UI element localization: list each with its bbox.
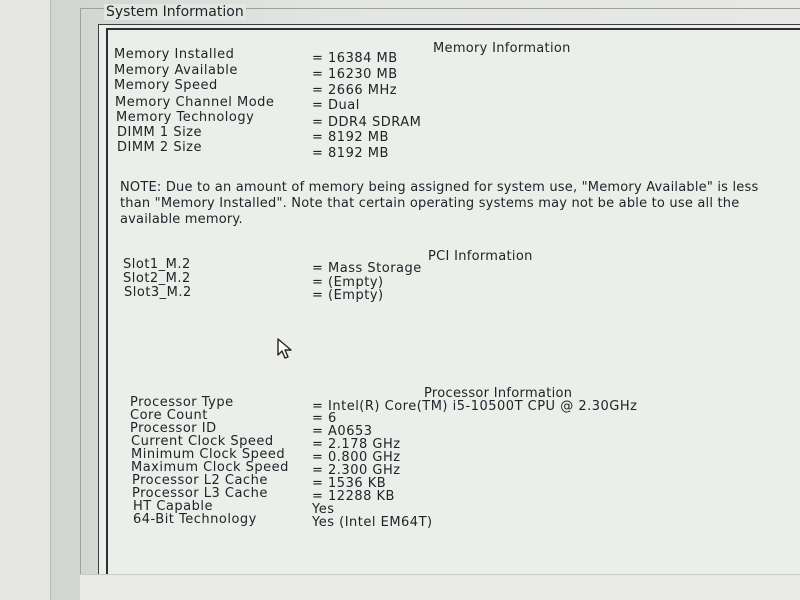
- row-label: Slot1_M.2: [123, 257, 191, 272]
- row-label: Memory Available: [114, 63, 238, 78]
- row-label: Slot3_M.2: [124, 285, 192, 300]
- row-label: Memory Channel Mode: [115, 95, 275, 110]
- memory-section-header: Memory Information: [433, 41, 571, 56]
- row-value: = DDR4 SDRAM: [312, 115, 422, 130]
- row-label: HT Capable: [133, 499, 213, 514]
- row-value: = 16230 MB: [312, 67, 398, 82]
- row-label: Slot2_M.2: [123, 271, 191, 286]
- navigation-pane[interactable]: [0, 0, 51, 600]
- row-label: Memory Technology: [116, 110, 255, 125]
- processor-section-header: Processor Information: [424, 386, 573, 401]
- row-value: = Mass Storage: [312, 261, 422, 276]
- row-value: Yes (Intel EM64T): [312, 515, 433, 530]
- mouse-pointer-icon: [277, 338, 295, 360]
- pci-section-header: PCI Information: [428, 249, 533, 264]
- row-value: = 1536 KB: [312, 476, 387, 491]
- row-label: Maximum Clock Speed: [131, 460, 289, 475]
- row-label: Minimum Clock Speed: [131, 447, 286, 462]
- row-value: = 8192 MB: [312, 130, 389, 145]
- row-value: = Intel(R) Core(TM) i5-10500T CPU @ 2.30GHz: [312, 399, 638, 414]
- row-value: = 6: [312, 411, 337, 426]
- row-label: Processor Type: [130, 395, 234, 410]
- row-value: = (Empty): [312, 288, 384, 303]
- row-value: = (Empty): [312, 275, 384, 290]
- row-label: Core Count: [130, 408, 208, 423]
- row-value: = 12288 KB: [312, 489, 395, 504]
- row-value: = A0653: [312, 424, 373, 439]
- row-label: Memory Installed: [114, 47, 235, 62]
- bottom-bar: [80, 574, 800, 600]
- row-label: DIMM 2 Size: [117, 140, 202, 155]
- row-value: = 8192 MB: [312, 146, 389, 161]
- row-value: = 2.178 GHz: [312, 437, 401, 452]
- row-value: = 16384 MB: [312, 51, 398, 66]
- memory-note: NOTE: Due to an amount of memory being assigned for system use, "Memory Available" is less than "Memory Installed". Note that certain operating systems may not be able to use all the available memory.: [120, 180, 759, 227]
- row-value: = 2666 MHz: [312, 83, 398, 98]
- row-value: = Dual: [312, 98, 360, 113]
- row-label: Processor ID: [130, 421, 217, 436]
- row-label: Memory Speed: [114, 78, 218, 93]
- row-label: Processor L2 Cache: [132, 473, 268, 488]
- group-title: System Information: [106, 4, 244, 20]
- row-value: Yes: [312, 502, 335, 517]
- row-value: = 0.800 GHz: [312, 450, 401, 465]
- row-label: DIMM 1 Size: [117, 125, 202, 140]
- row-label: Current Clock Speed: [131, 434, 274, 449]
- row-label: 64-Bit Technology: [133, 512, 257, 527]
- row-value: = 2.300 GHz: [312, 463, 401, 478]
- row-label: Processor L3 Cache: [132, 486, 268, 501]
